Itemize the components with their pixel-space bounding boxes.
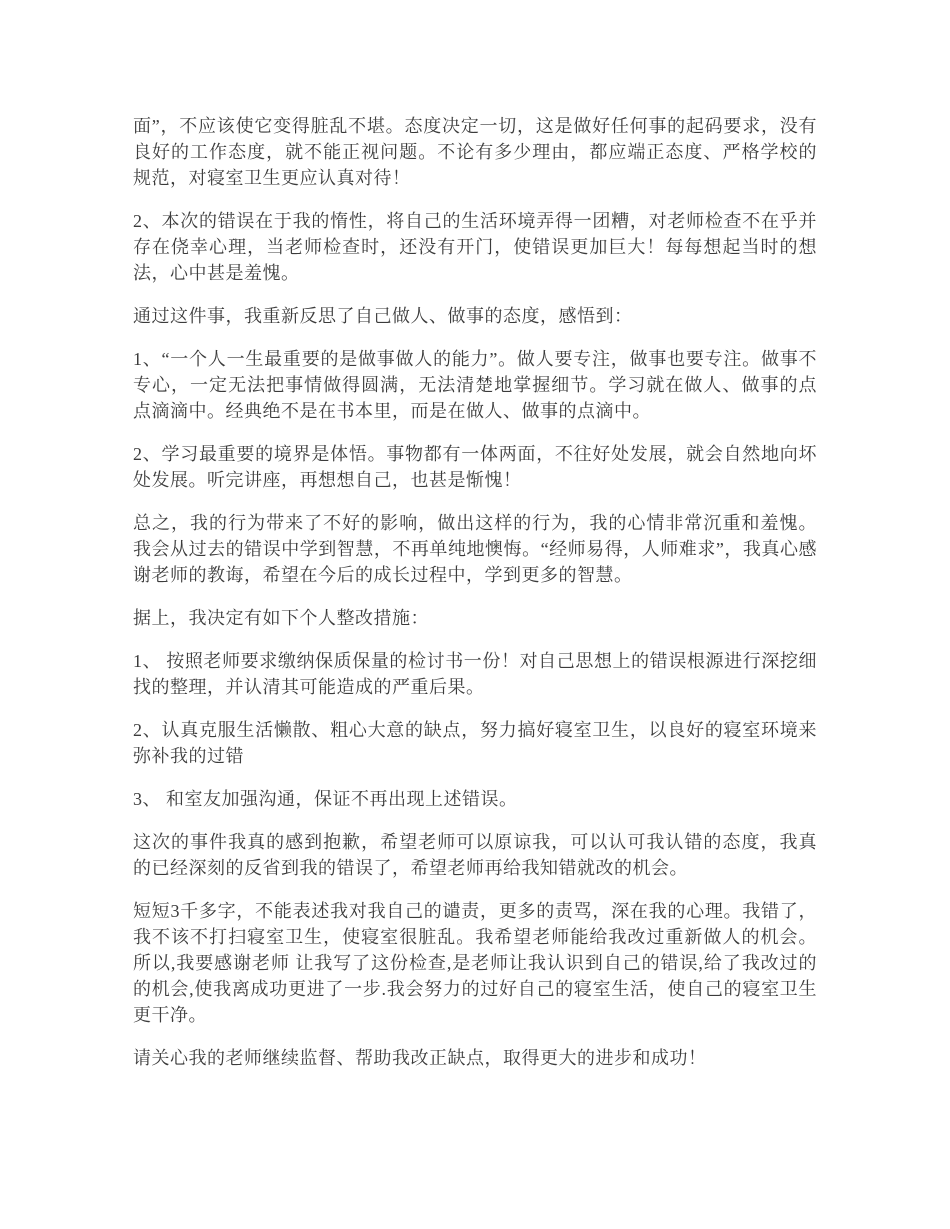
paragraph: 总之，我的行为带来了不好的影响，做出这样的行为，我的心情非常沉重和羞愧。我会从过去的错误中学到智慧，不再单纯地懊悔。“经师易得，人师难求”，我真心感谢老师的教诲，希望在今后的成长过程中，学到更多的智慧。 — [133, 513, 817, 585]
paragraph: 这次的事件我真的感到抱歉，希望老师可以原谅我，可以认可我认错的态度，我真的已经深刻的反省到我的错误了，希望老师再给我知错就改的机会。 — [133, 832, 817, 878]
paragraph: 据上，我决定有如下个人整改措施： — [133, 608, 429, 628]
paragraph: 2、学习最重要的境界是体悟。事物都有一体两面，不往好处发展，就会自然地向坏处发展。听完讲座，再想想自己，也甚是惭愧！ — [133, 444, 817, 490]
paragraph: 短短3千多字，不能表述我对我自己的谴责，更多的责骂，深在我的心理。我错了，我不该不打扫寝室卫生，使寝室很脏乱。我希望老师能给我改过重新做人的机会。 所以,我要感谢老师 让我写了这份检查,是老师让我认识到自己的错误,给了我改过的的机会,使我离成功更进了一步.我会努力的过好自己的寝室生活，使自己的寝室卫生更干净。 — [133, 901, 817, 1025]
paragraph: 通过这件事，我重新反思了自己做人、做事的态度，感悟到： — [133, 306, 633, 326]
paragraph: 1、“一个人一生最重要的是做事做人的能力”。做人要专注，做事也要专注。做事不专心，一定无法把事情做得圆满，无法清楚地掌握细节。学习就在做人、做事的点点滴滴中。经典绝不是在书本里，而是在做人、做事的点滴中。 — [133, 349, 817, 421]
paragraph: 面”，不应该使它变得脏乱不堪。态度决定一切，这是做好任何事的起码要求，没有良好的工作态度，就不能正视问题。不论有多少理由，都应端正态度、严格学校的规范，对寝室卫生更应认真对待！ — [133, 116, 817, 188]
paragraph: 3、 和室友加强沟通，保证不再出现上述错误。 — [133, 789, 518, 809]
paragraph: 2、认真克服生活懒散、粗心大意的缺点，努力搞好寝室卫生，以良好的寝室环境来弥补我的过错 — [133, 720, 817, 766]
paragraph: 1、 按照老师要求缴纳保质保量的检讨书一份！对自己思想上的错误根源进行深挖细找的整理，并认清其可能造成的严重后果。 — [133, 651, 817, 697]
paragraph: 2、本次的错误在于我的惰性，将自己的生活环境弄得一团糟，对老师检查不在乎并存在侥幸心理，当老师检查时，还没有开门，使错误更加巨大！每每想起当时的想法，心中甚是羞愧。 — [133, 211, 817, 283]
paragraph: 请关心我的老师继续监督、帮助我改正缺点，取得更大的进步和成功！ — [133, 1048, 707, 1068]
document-body — [133, 113, 817, 1071]
